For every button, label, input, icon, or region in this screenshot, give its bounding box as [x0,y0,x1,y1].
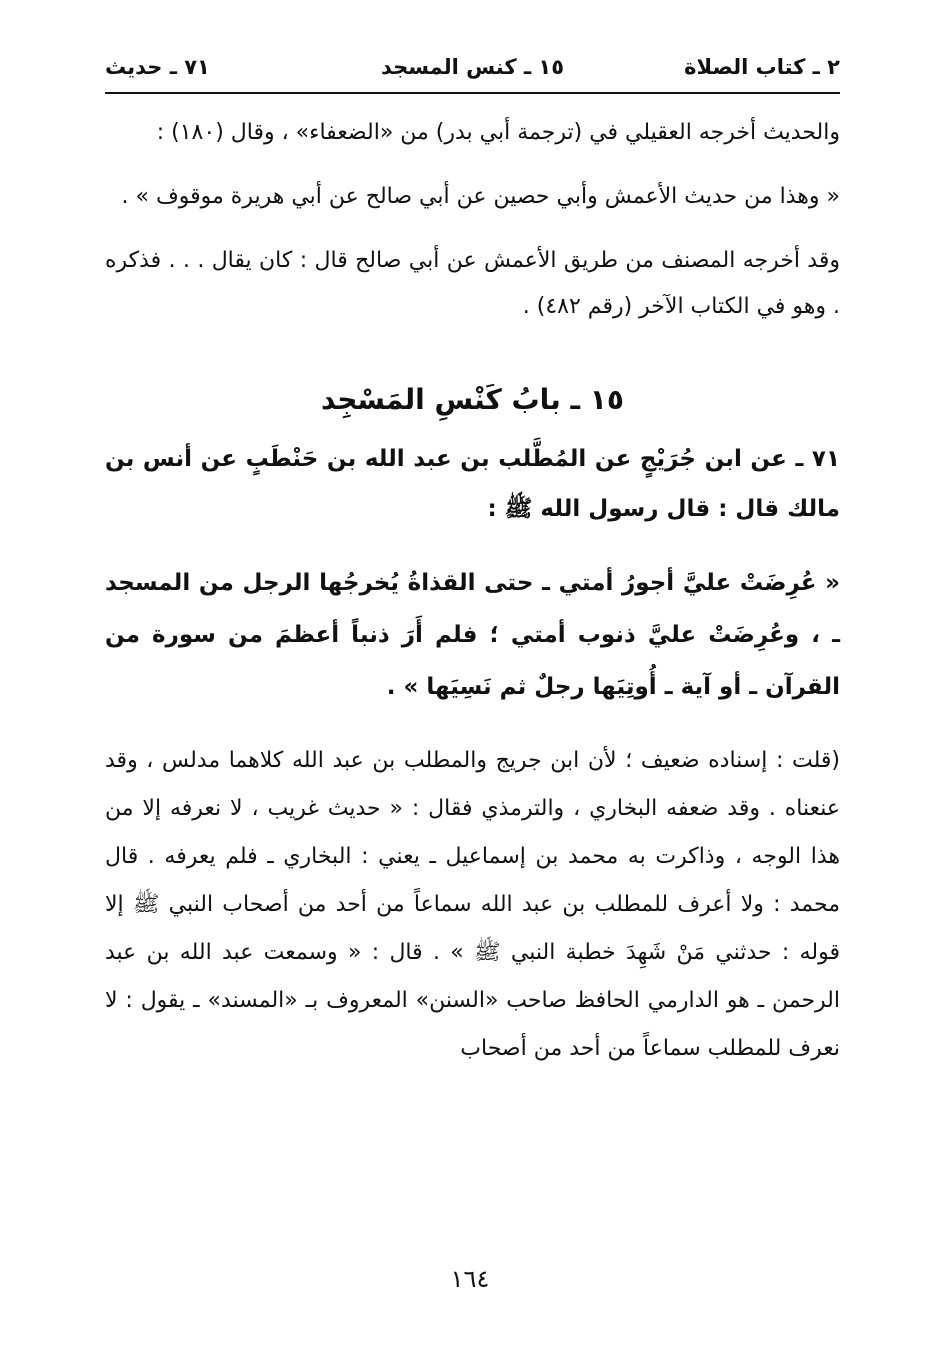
paragraph-aqili-reference: والحديث أخرجه العقيلي في (ترجمة أبي بدر) من «الضعفاء» ، وقال (١٨٠) : [156,120,840,145]
chapter-heading: ١٥ ـ بابُ كَنْسِ المَسْجِد [321,383,624,416]
header-hadith-number: ٧١ ـ حديث [105,55,210,79]
header-chapter-title: ١٥ ـ كنس المسجد [380,55,565,79]
page-number: ١٦٤ [450,1265,490,1293]
header-divider [105,92,840,94]
hadith-isnad: ٧١ ـ عن ابن جُرَيْجٍ عن المُطَّلب بن عبد الله بن حَنْطَبٍ عن أنس بن مالك قال : قال رسول الله ﷺ : [105,446,840,522]
hadith-matn: « عُرِضَتْ عليَّ أجورُ أمتي ـ حتى القذاةُ يُخرجُها الرجل من المسجد ـ ، وعُرِضَتْ عليَّ ذنوب أمتي ؛ فلم أَرَ ذنباً أعظمَ من سورة من القرآن ـ أو آية ـ أُوتِيَها رجلٌ ثم نَسِيَها » . [105,570,840,700]
paragraph-author-reference: وقد أخرجه المصنف من طريق الأعمش عن أبي صالح قال : كان يقال . . . فذكره . وهو في الكتاب الآخر (رقم ٤٨٢) . [105,248,840,319]
running-header [105,55,840,91]
paragraph-aqili-quote: « وهذا من حديث الأعمش وأبي حصين عن أبي صالح عن أبي هريرة موقوف » . [121,184,840,209]
page-body [105,110,840,1095]
header-book-title: ٢ ـ كتاب الصلاة [684,55,840,79]
commentary-paragraph: (قلت : إسناده ضعيف ؛ لأن ابن جريج والمطلب بن عبد الله كلاهما مدلس ، وقد عنعناه . وقد ضعفه البخاري ، والترمذي فقال : « حديث غريب ، لا نعرفه إلا من هذا الوجه ، وذاكرت به محمد بن إسماعيل ـ يعني : البخاري ـ فلم يعرفه . قال محمد : ولا أعرف للمطلب بن عبد الله سماعاً من أحد من أصحاب النبي ﷺ إلا قوله : حدثني مَنْ شَهِدَ خطبة النبي ﷺ » . قال : « وسمعت عبد الله بن عبد الرحمن ـ هو الدارمي الحافظ صاحب «السنن» المعروف بـ «المسند» ـ يقول : لا نعرف للمطلب سماعاً من أحد من أصحاب [105,748,840,1061]
